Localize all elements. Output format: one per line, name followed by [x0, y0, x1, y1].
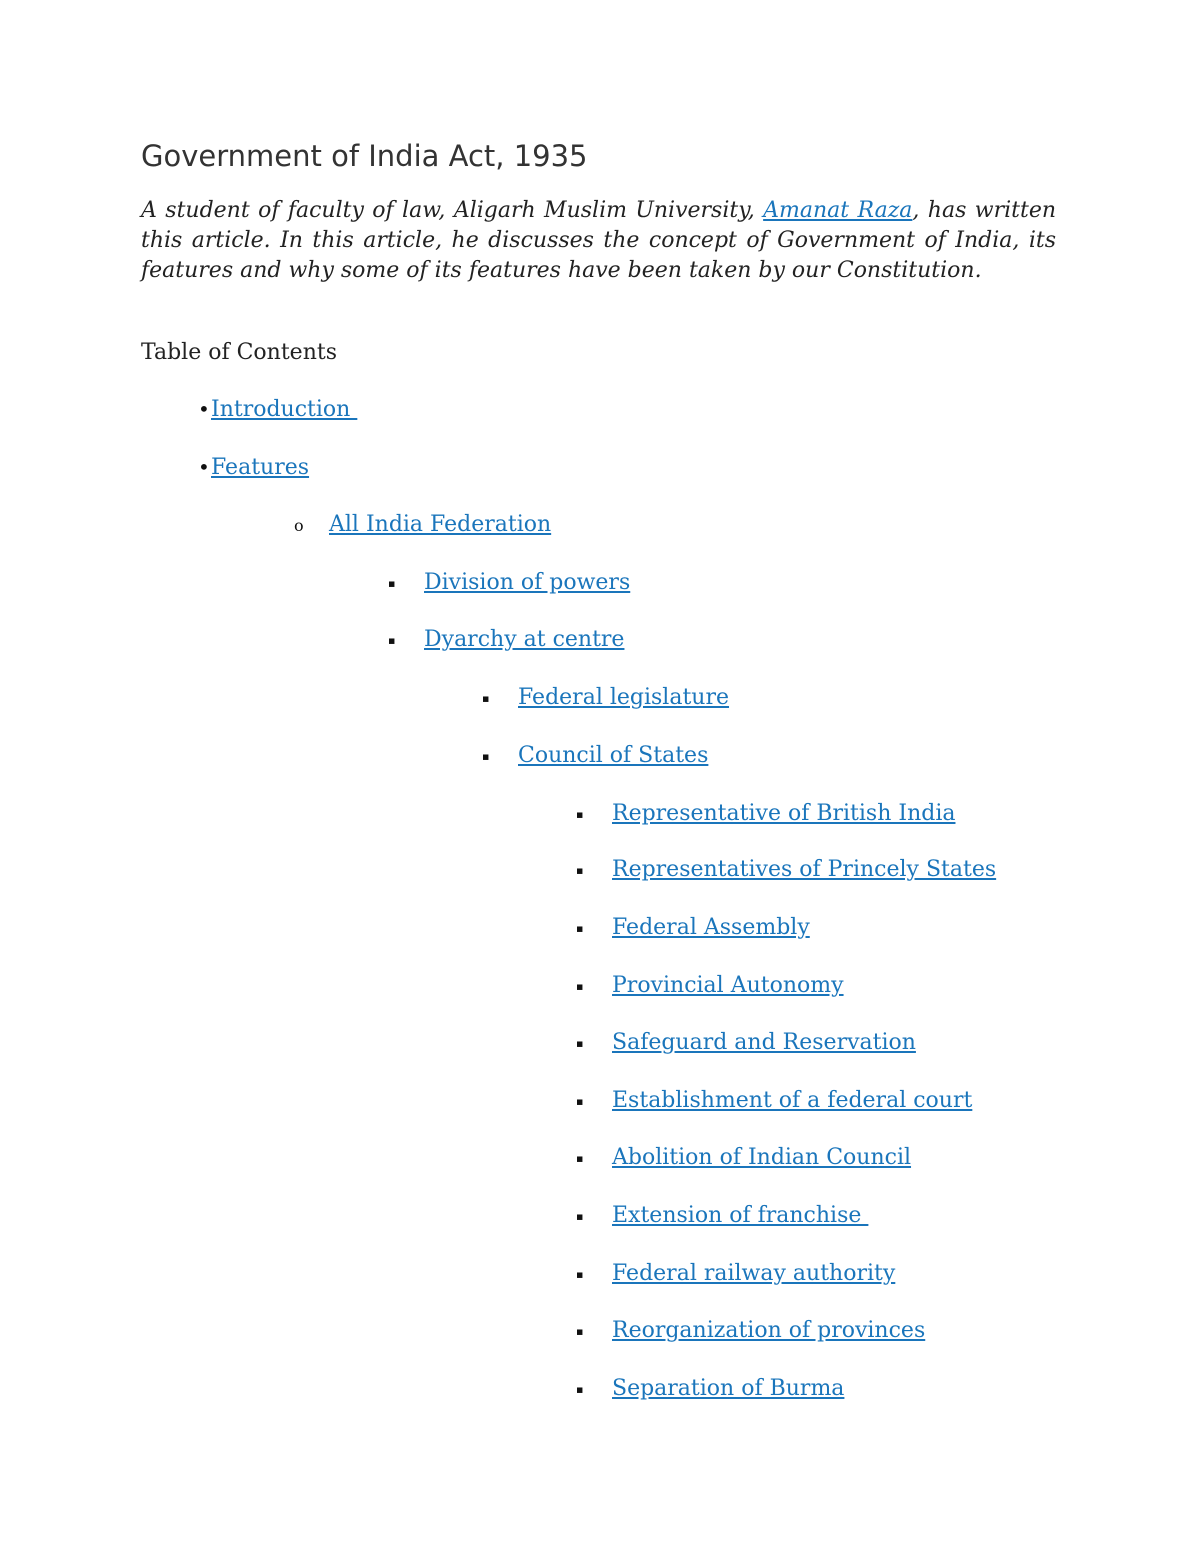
intro-paragraph: [141, 196, 1056, 286]
square-marker: ▪: [576, 808, 584, 821]
toc-link-extension-of-franchise[interactable]: Extension of franchise: [612, 1203, 869, 1228]
intro-text-before: A student of faculty of law, Aligarh Muslim University,: [141, 198, 764, 223]
square-marker: ▪: [576, 1268, 584, 1281]
square-marker: ▪: [576, 980, 584, 993]
toc-link-federal-assembly[interactable]: Federal Assembly: [612, 915, 810, 940]
square-marker: ▪: [576, 1095, 584, 1108]
square-marker: ▪: [388, 634, 396, 647]
toc-link-division-of-powers[interactable]: Division of powers: [424, 570, 631, 595]
author-link[interactable]: Amanat Raza: [763, 198, 913, 223]
toc-link-representatives-of-princely-states[interactable]: Representatives of Princely States: [612, 857, 997, 882]
square-marker: ▪: [576, 864, 584, 877]
square-marker: ▪: [388, 577, 396, 590]
circle-marker: o: [294, 516, 304, 535]
toc-link-federal-railway-authority[interactable]: Federal railway authority: [612, 1261, 896, 1286]
intro-text-after: , has written this article. In this article, he discusses the concept of Government of India, its features and why some of its features have been taken by our Constitution.: [141, 198, 1057, 283]
square-marker: ▪: [576, 1210, 584, 1223]
toc-link-features[interactable]: Features: [211, 455, 310, 480]
toc-link-provincial-autonomy[interactable]: Provincial Autonomy: [612, 973, 844, 998]
toc-link-dyarchy-at-centre[interactable]: Dyarchy at centre: [424, 627, 625, 652]
toc-link-safeguard-and-reservation[interactable]: Safeguard and Reservation: [612, 1030, 916, 1055]
toc-link-abolition-of-indian-council[interactable]: Abolition of Indian Council: [612, 1145, 912, 1170]
toc-link-separation-of-burma[interactable]: Separation of Burma: [612, 1376, 845, 1401]
square-marker: ▪: [482, 750, 490, 763]
toc-link-council-of-states[interactable]: Council of States: [518, 743, 709, 768]
square-marker: ▪: [576, 922, 584, 935]
toc-link-reorganization-of-provinces[interactable]: Reorganization of provinces: [612, 1318, 926, 1343]
toc-heading: Table of Contents: [141, 340, 338, 365]
bullet-marker: •: [198, 455, 210, 479]
toc-link-representative-of-british-india[interactable]: Representative of British India: [612, 801, 956, 826]
square-marker: ▪: [576, 1037, 584, 1050]
toc-link-all-india-federation[interactable]: All India Federation: [329, 512, 552, 537]
page-title: Government of India Act, 1935: [141, 139, 588, 173]
toc-link-introduction[interactable]: Introduction: [211, 397, 358, 422]
square-marker: ▪: [576, 1325, 584, 1338]
toc-link-establishment-of-a-federal-court[interactable]: Establishment of a federal court: [612, 1088, 973, 1113]
square-marker: ▪: [482, 692, 490, 705]
bullet-marker: •: [198, 397, 210, 421]
square-marker: ▪: [576, 1383, 584, 1396]
toc-link-federal-legislature[interactable]: Federal legislature: [518, 685, 730, 710]
square-marker: ▪: [576, 1152, 584, 1165]
